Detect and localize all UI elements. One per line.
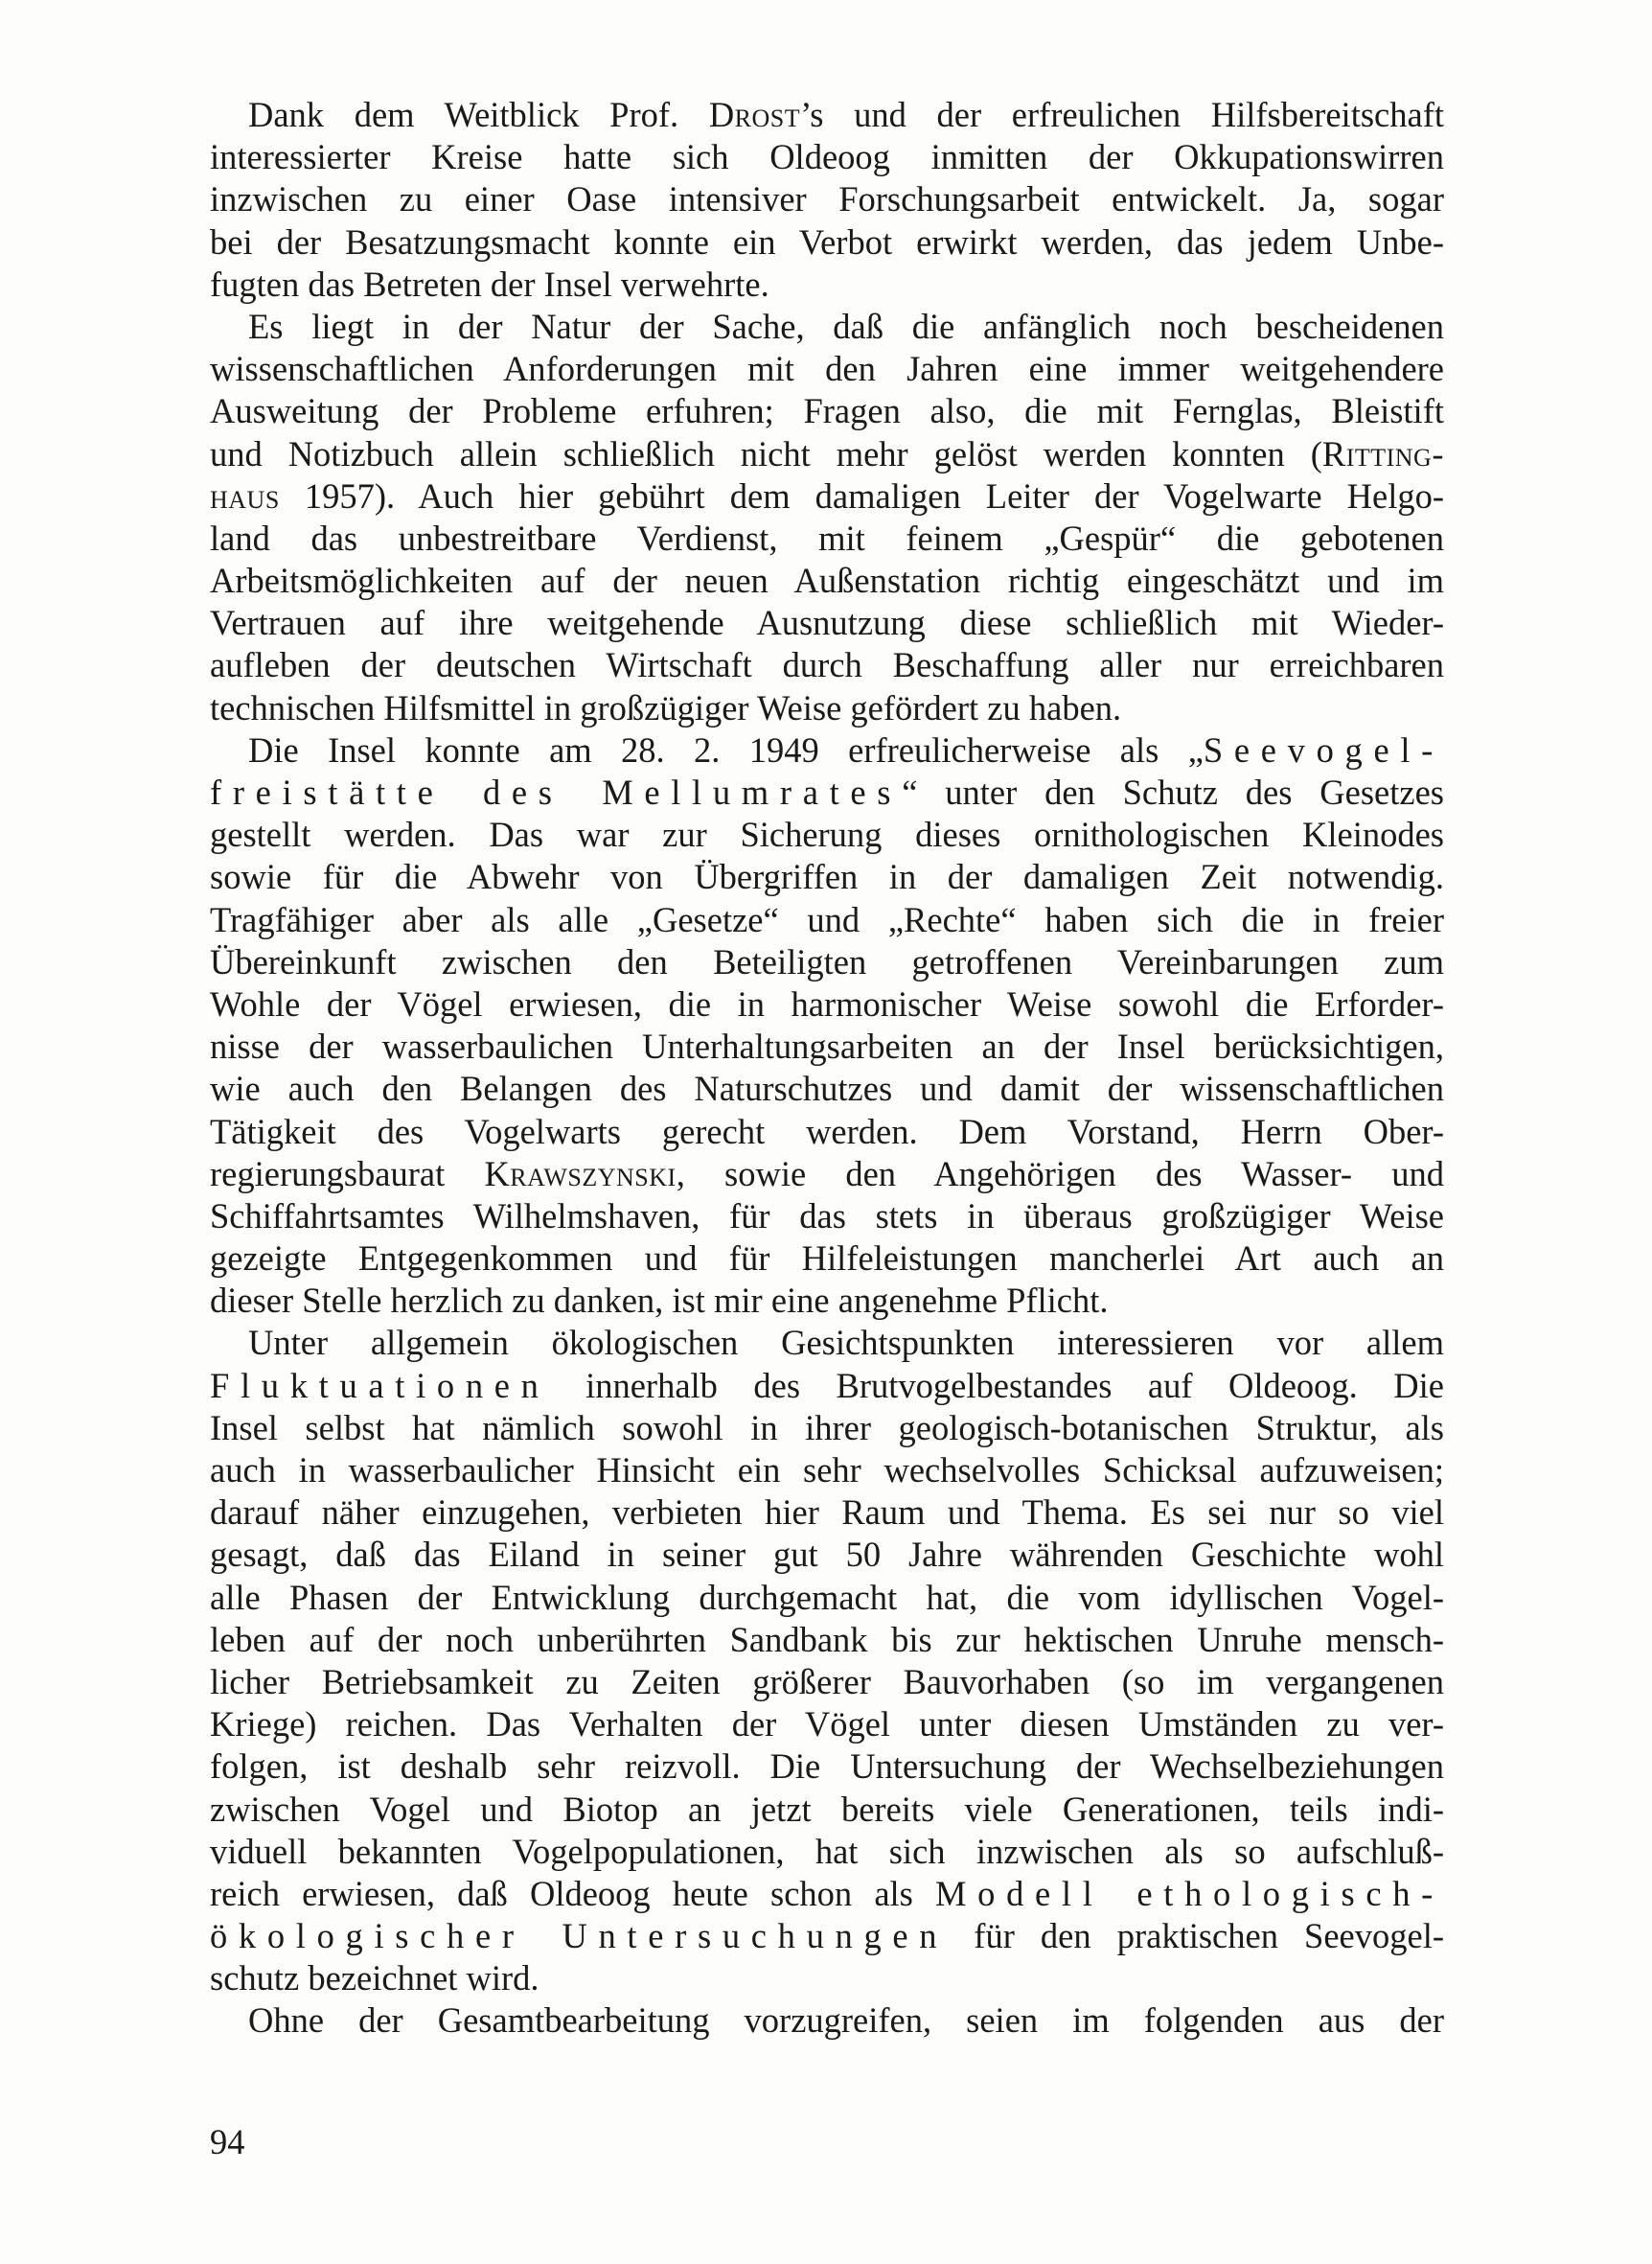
text-line: Kriege) reichen. Das Verhalten der Vögel unter diesen Umständen zu ver- — [210, 1704, 1444, 1744]
text-line: ökologischer Untersuchungen für den praktischen Seevogel- — [210, 1916, 1444, 1956]
text-line: schutz bezeichnet wird. — [210, 1958, 539, 1998]
text-line: zwischen Vogel und Biotop an jetzt bereits viele Generationen, teils indi- — [210, 1789, 1444, 1829]
spaced-emphasis: Fluktuationen — [210, 1365, 550, 1405]
text-line: Ohne der Gesamtbearbeitung vorzugreifen, seien im folgenden aus der — [248, 2000, 1444, 2041]
text-line: haus 1957). Auch hier gebührt dem damaligen Leiter der Vogelwarte Helgo- — [210, 475, 1444, 516]
body-text — [210, 94, 1444, 2043]
text-line: Ausweitung der Probleme erfuhren; Fragen also, die mit Fernglas, Bleistift — [210, 391, 1444, 431]
text-line: Insel selbst hat nämlich sowohl in ihrer geologisch-botanischen Struktur, als — [210, 1407, 1444, 1447]
text-line: wissenschaftlichen Anforderungen mit den Jahren eine immer weitgehendere — [210, 349, 1444, 389]
text-line: Tragfähiger aber als alle „Gesetze“ und „Rechte“ haben sich die in freier — [210, 899, 1444, 939]
text-line: Übereinkunft zwischen den Beteiligten getroffenen Vereinbarungen zum — [210, 941, 1444, 982]
text-line: und Notizbuch allein schließlich nicht mehr gelöst werden konnten (Ritting- — [210, 433, 1444, 474]
text-line: Unter allgemein ökologischen Gesichtspunkten interessieren vor allem — [248, 1323, 1444, 1363]
text-line: fugten das Betreten der Insel verwehrte. — [210, 264, 769, 304]
text-line: Wohle der Vögel erwiesen, die in harmonischer Weise sowohl die Erforder- — [210, 983, 1444, 1024]
text-line: alle Phasen der Entwicklung durchgemacht hat, die vom idyllischen Vogel- — [210, 1577, 1444, 1617]
text-line: Dank dem Weitblick Prof. Drost’s und der erfreulichen Hilfsbereitschaft — [248, 95, 1444, 134]
text-line: reich erwiesen, daß Oldeoog heute schon als Modell ethologisch- — [210, 1873, 1444, 1913]
text-line: technischen Hilfsmittel in großzügiger Weise gefördert zu haben. — [210, 687, 1122, 728]
spaced-emphasis: Seevogel- — [1203, 729, 1444, 770]
text-line: freistätte des Mellumrates“ unter den Schutz des Gesetzes — [210, 773, 1444, 812]
text-line: leben auf der noch unberührten Sandbank bis zur hektischen Unruhe mensch- — [210, 1619, 1444, 1659]
text-line: viduell bekannten Vogelpopulationen, hat sich inzwischen als so aufschluß- — [210, 1831, 1444, 1871]
text-line: Schiffahrtsamtes Wilhelmshaven, für das stets in überaus großzügiger Weise — [210, 1195, 1444, 1236]
text-line: regierungsbaurat Krawszynski, sowie den Angehörigen des Wasser- und — [210, 1153, 1444, 1193]
text-line: Fluktuationen innerhalb des Brutvogelbestandes auf Oldeoog. Die — [210, 1365, 1444, 1405]
text-line: wie auch den Belangen des Naturschutzes und damit der wissenschaftlichen — [210, 1069, 1444, 1109]
text-line: aufleben der deutschen Wirtschaft durch Beschaffung aller nur erreichbaren — [210, 645, 1444, 685]
spaced-emphasis: ökologischer Untersuchungen — [210, 1916, 949, 1956]
text-line: gezeigte Entgegenkommen und für Hilfeleistungen mancherlei Art auch an — [210, 1238, 1444, 1279]
person-name: Krawszynski — [484, 1153, 677, 1193]
text-line: sowie für die Abwehr von Übergriffen in der damaligen Zeit notwendig. — [210, 857, 1444, 897]
text-line: nisse der wasserbaulichen Unterhaltungsarbeiten an der Insel berücksichtigen, — [210, 1027, 1444, 1067]
text-line: land das unbestreitbare Verdienst, mit feinem „Gespür“ die gebotenen — [210, 518, 1444, 558]
author-name: haus — [210, 475, 280, 516]
author-name: Ritting- — [1321, 433, 1444, 474]
text-line: bei der Besatzungsmacht konnte ein Verbot erwirkt werden, das jedem Unbe- — [210, 221, 1444, 262]
text-line: interessierter Kreise hatte sich Oldeoog inmitten der Okkupationswirren — [210, 137, 1444, 177]
spaced-emphasis: Modell ethologisch- — [935, 1873, 1444, 1913]
text-line: Es liegt in der Natur der Sache, daß die anfänglich noch bescheidenen — [248, 306, 1444, 346]
text-line: gestellt werden. Das war zur Sicherung dieses ornithologischen Kleinodes — [210, 815, 1444, 855]
text-line: Die Insel konnte am 28. 2. 1949 erfreulicherweise als „Seevogel- — [248, 729, 1444, 770]
text-line: darauf näher einzugehen, verbieten hier Raum und Thema. Es sei nur so viel — [210, 1492, 1444, 1533]
text-line: auch in wasserbaulicher Hinsicht ein sehr wechselvolles Schicksal aufzuweisen; — [210, 1450, 1444, 1490]
spaced-emphasis: freistätte des Mellumrates — [210, 773, 903, 812]
text-line: gesagt, daß das Eiland in seiner gut 50 Jahre währenden Geschichte wohl — [210, 1535, 1444, 1575]
page-number: 94 — [210, 2122, 245, 2161]
author-name: Drost — [708, 95, 801, 134]
text-line: Tätigkeit des Vogelwarts gerecht werden. Dem Vorstand, Herrn Ober- — [210, 1111, 1444, 1151]
text-line: dieser Stelle herzlich zu danken, ist mir eine angenehme Pflicht. — [210, 1281, 1109, 1321]
text-line: Arbeitsmöglichkeiten auf der neuen Außenstation richtig eingeschätzt und im — [210, 561, 1444, 601]
text-line: licher Betriebsamkeit zu Zeiten größerer Bauvorhaben (so im vergangenen — [210, 1661, 1444, 1701]
text-line: folgen, ist deshalb sehr reizvoll. Die Untersuchung der Wechselbeziehungen — [210, 1746, 1444, 1787]
text-line: Vertrauen auf ihre weitgehende Ausnutzung diese schließlich mit Wieder- — [210, 603, 1444, 643]
text-line: inzwischen zu einer Oase intensiver Forschungsarbeit entwickelt. Ja, sogar — [210, 179, 1444, 219]
